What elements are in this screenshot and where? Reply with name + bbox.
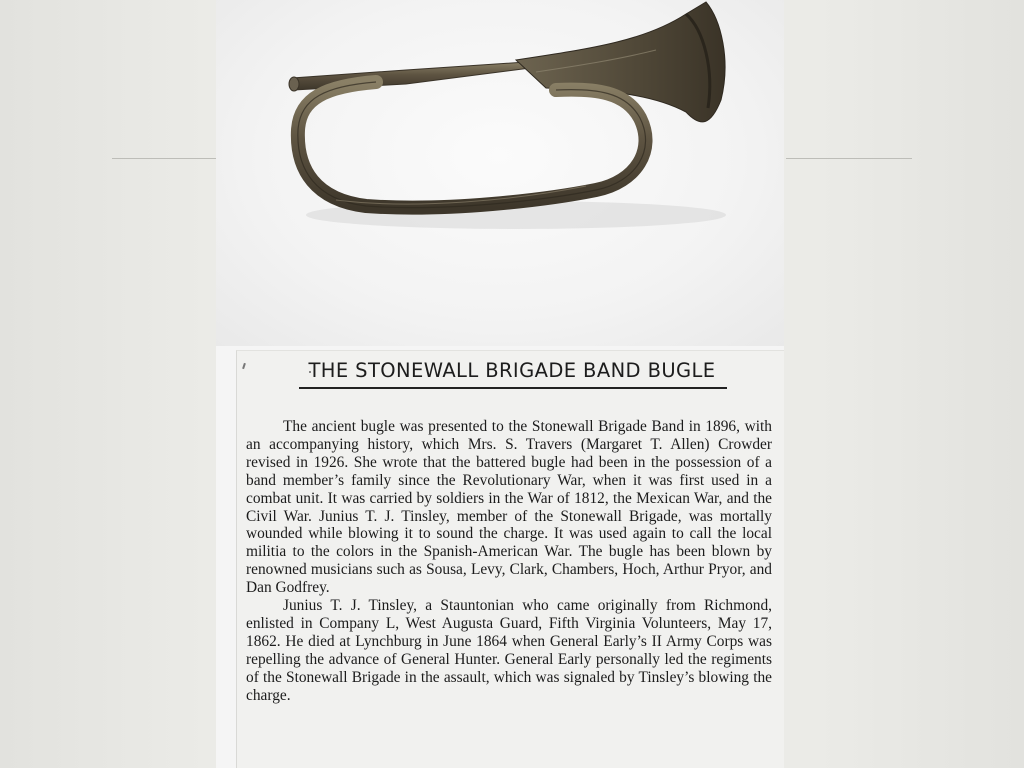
clipping-title: THE STONEWALL BRIGADE BAND BUGLE xyxy=(308,359,716,382)
paragraph-2: Junius T. J. Tinsley, a Stauntonian who came originally from Richmond, enlisted in Company L, West Augusta Guard, Fifth Virginia Volunteers, May 17, 1862. He died at Lynchburg in June 1864 when General Early’s II Army Corps was repelling the advance of General Hunter. General Early personally led the regiments of the Stonewall Brigade in the assault, which was signaled by Tinsley’s blowing the charge. xyxy=(246,597,772,704)
paragraph-1: The ancient bugle was presented to the Stonewall Brigade Band in 1896, with an accompanying history, which Mrs. S. Travers (Margaret T. Allen) Crowder revised in 1926. She wrote that the battered bugle had been in the possession of a band member’s family since the Revolutionary War, when it was first used in a combat unit. It was carried by soldiers in the War of 1812, the Mexican War, and the Civil War. Junius T. J. Tinsley, member of the Stonewall Brigade, was mortally wounded while blowing it to sound the charge. It was used again to call the local militia to the colors in the Spanish-American War. The bugle has been blown by renowned musicians such as Sousa, Levy, Clark, Chambers, Hoch, Arthur Pryor, and Dan Godfrey. xyxy=(246,418,772,597)
newspaper-clipping xyxy=(236,350,784,768)
slide-divider-right xyxy=(786,158,912,159)
bugle-icon xyxy=(216,0,784,346)
slide-divider-left xyxy=(112,158,216,159)
clipping-body xyxy=(246,418,772,705)
scanned-sheet xyxy=(216,0,784,768)
bugle-photo xyxy=(216,0,784,346)
title-underline xyxy=(299,387,727,389)
